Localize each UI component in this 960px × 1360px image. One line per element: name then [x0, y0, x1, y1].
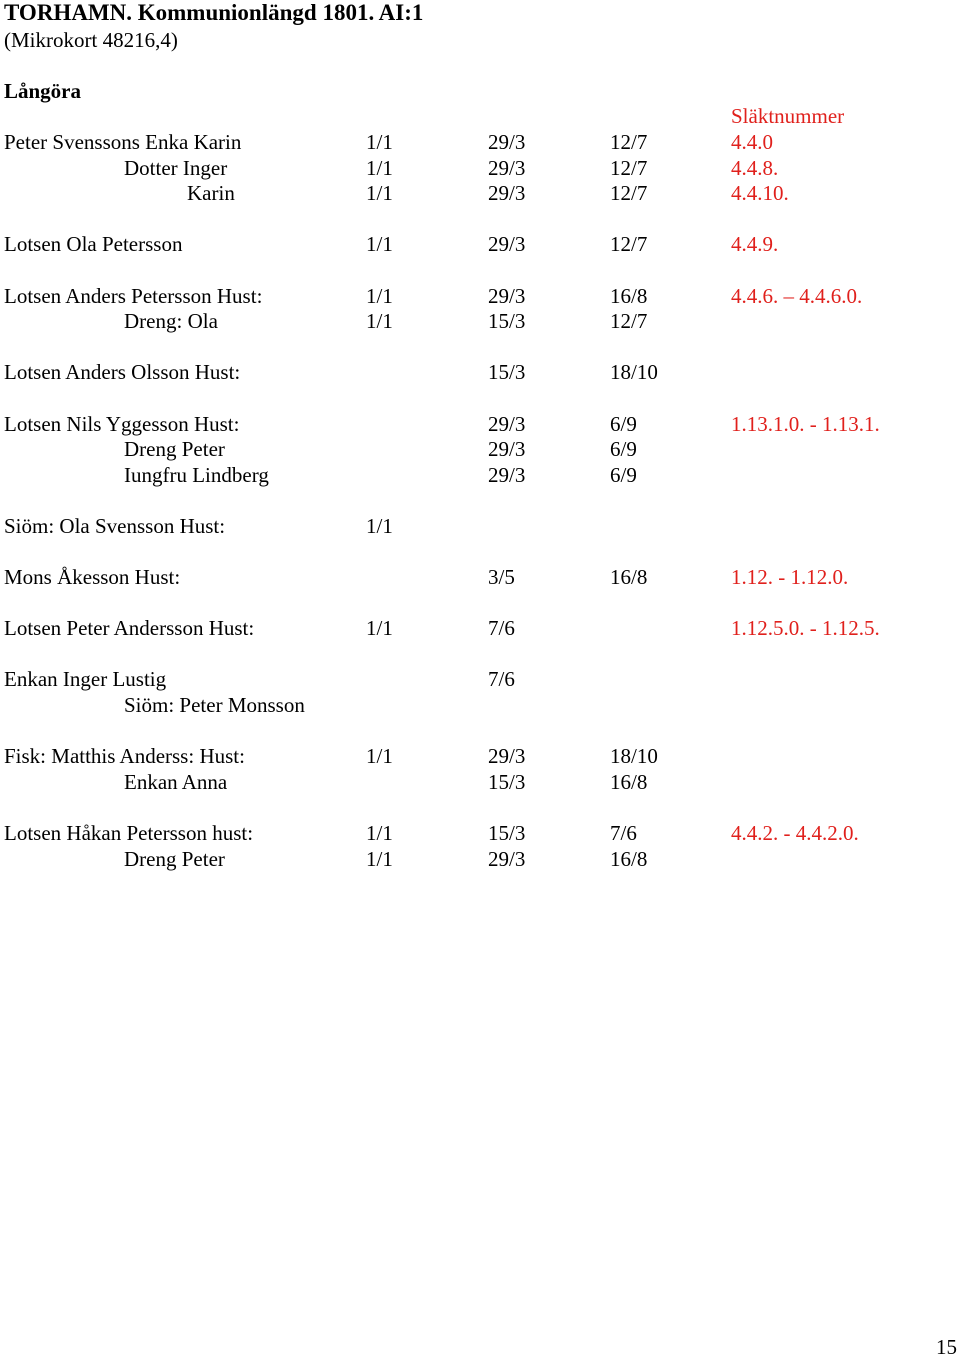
- register-row: [0, 820, 960, 846]
- date-col-1: 1/1: [366, 232, 393, 257]
- register-row: [0, 359, 960, 385]
- date-col-3: 6/9: [610, 462, 637, 487]
- slaktnummer-value: 1.12. - 1.12.0.: [731, 565, 849, 590]
- date-col-2: 15/3: [488, 821, 526, 846]
- slaktnummer-value: 1.12.5.0. - 1.12.5.: [731, 616, 880, 641]
- date-col-2: 3/5: [488, 565, 515, 590]
- person-name: Karin: [187, 181, 235, 206]
- register-row: [0, 615, 960, 641]
- slaktnummer-value: 4.4.6. – 4.4.6.0.: [731, 283, 863, 308]
- person-name: Lotsen Håkan Petersson hust:: [4, 821, 254, 846]
- date-col-1: 1/1: [366, 846, 393, 871]
- date-col-3: 16/8: [610, 769, 648, 794]
- blank-line: [0, 257, 960, 283]
- date-col-2: 29/3: [488, 411, 526, 436]
- date-col-2: 15/3: [488, 360, 526, 385]
- slaktnummer-value: 4.4.9.: [731, 232, 779, 257]
- date-col-2: 29/3: [488, 283, 526, 308]
- blank-line: [0, 794, 960, 820]
- date-col-3: 6/9: [610, 411, 637, 436]
- date-col-1: 1/1: [366, 309, 393, 334]
- date-col-2: 29/3: [488, 130, 526, 154]
- person-name: Lotsen Peter Andersson Hust:: [4, 616, 255, 641]
- date-col-2: 15/3: [488, 769, 526, 794]
- register-row: [0, 308, 960, 334]
- register-row: [0, 846, 960, 872]
- document-subtitle: (Mikrokort 48216,4): [4, 28, 178, 52]
- blank-line: [0, 590, 960, 616]
- register-row: [0, 129, 960, 155]
- register-row: [0, 180, 960, 206]
- date-col-2: 7/6: [488, 616, 515, 641]
- person-name: Dreng Peter: [124, 846, 225, 871]
- date-col-3: 18/10: [610, 744, 658, 769]
- person-name: Peter Svenssons Enka Karin: [4, 130, 242, 154]
- register-row: [0, 436, 960, 462]
- date-col-2: 29/3: [488, 744, 526, 769]
- register-row: [0, 564, 960, 590]
- date-col-2: 29/3: [488, 462, 526, 487]
- person-name: Lotsen Ola Petersson: [4, 232, 183, 257]
- register-row: [0, 231, 960, 257]
- register-entries: [0, 129, 960, 871]
- blank-line: [0, 206, 960, 232]
- date-col-3: 12/7: [610, 130, 648, 154]
- register-row: [0, 692, 960, 718]
- register-row: [0, 411, 960, 437]
- slaktnummer-column-header: Släktnummer: [731, 104, 845, 128]
- person-name: Mons Åkesson Hust:: [4, 565, 181, 590]
- person-name: Lotsen Nils Yggesson Hust:: [4, 411, 240, 436]
- person-name: Lotsen Anders Petersson Hust:: [4, 283, 263, 308]
- person-name: Iungfru Lindberg: [124, 462, 269, 487]
- register-row: [0, 155, 960, 181]
- date-col-2: 29/3: [488, 846, 526, 871]
- date-col-2: 15/3: [488, 309, 526, 334]
- date-col-1: 1/1: [366, 616, 393, 641]
- blank-line: [0, 718, 960, 744]
- blank-line: [0, 385, 960, 411]
- date-col-1: 1/1: [366, 130, 393, 154]
- register-row: [0, 743, 960, 769]
- date-col-3: 6/9: [610, 437, 637, 462]
- date-col-3: 16/8: [610, 565, 648, 590]
- page-number: 15: [936, 1335, 957, 1359]
- date-col-2: 29/3: [488, 232, 526, 257]
- register-row: [0, 462, 960, 488]
- date-col-3: 18/10: [610, 360, 658, 385]
- section-heading: Långöra: [4, 79, 82, 103]
- date-col-3: 12/7: [610, 232, 648, 257]
- blank-line: [0, 641, 960, 667]
- date-col-3: 12/7: [610, 181, 648, 206]
- date-col-2: 29/3: [488, 437, 526, 462]
- slaktnummer-value: 1.13.1.0. - 1.13.1.: [731, 411, 880, 436]
- blank-line: [0, 539, 960, 565]
- slaktnummer-value: 4.4.2. - 4.4.2.0.: [731, 821, 859, 846]
- date-col-2: 29/3: [488, 155, 526, 180]
- slaktnummer-value: 4.4.8.: [731, 155, 779, 180]
- date-col-3: 12/7: [610, 155, 648, 180]
- date-col-1: 1/1: [366, 283, 393, 308]
- date-col-2: 7/6: [488, 667, 515, 692]
- date-col-1: 1/1: [366, 821, 393, 846]
- person-name: Lotsen Anders Olsson Hust:: [4, 360, 241, 385]
- slaktnummer-value: 4.4.10.: [731, 181, 789, 206]
- blank-line: [0, 334, 960, 360]
- slaktnummer-value: 4.4.0: [731, 130, 773, 154]
- date-col-2: 29/3: [488, 181, 526, 206]
- blank-line: [0, 487, 960, 513]
- register-row: [0, 283, 960, 309]
- person-name: Dreng Peter: [124, 437, 225, 462]
- register-row: [0, 666, 960, 692]
- person-name: Dreng: Ola: [124, 309, 218, 334]
- date-col-1: 1/1: [366, 155, 393, 180]
- person-name: Enkan Anna: [124, 769, 228, 794]
- person-name: Dotter Inger: [124, 155, 228, 180]
- person-name: Siöm: Peter Monsson: [124, 693, 305, 718]
- date-col-3: 7/6: [610, 821, 637, 846]
- person-name: Siöm: Ola Svensson Hust:: [4, 513, 226, 538]
- document-title: TORHAMN. Kommunionlängd 1801. AI:1: [4, 0, 424, 25]
- person-name: Enkan Inger Lustig: [4, 667, 167, 692]
- register-row: [0, 769, 960, 795]
- date-col-3: 12/7: [610, 309, 648, 334]
- date-col-3: 16/8: [610, 283, 648, 308]
- date-col-1: 1/1: [366, 744, 393, 769]
- date-col-1: 1/1: [366, 181, 393, 206]
- register-row: [0, 513, 960, 539]
- person-name: Fisk: Matthis Anderss: Hust:: [4, 744, 245, 769]
- date-col-1: 1/1: [366, 513, 393, 538]
- date-col-3: 16/8: [610, 846, 648, 871]
